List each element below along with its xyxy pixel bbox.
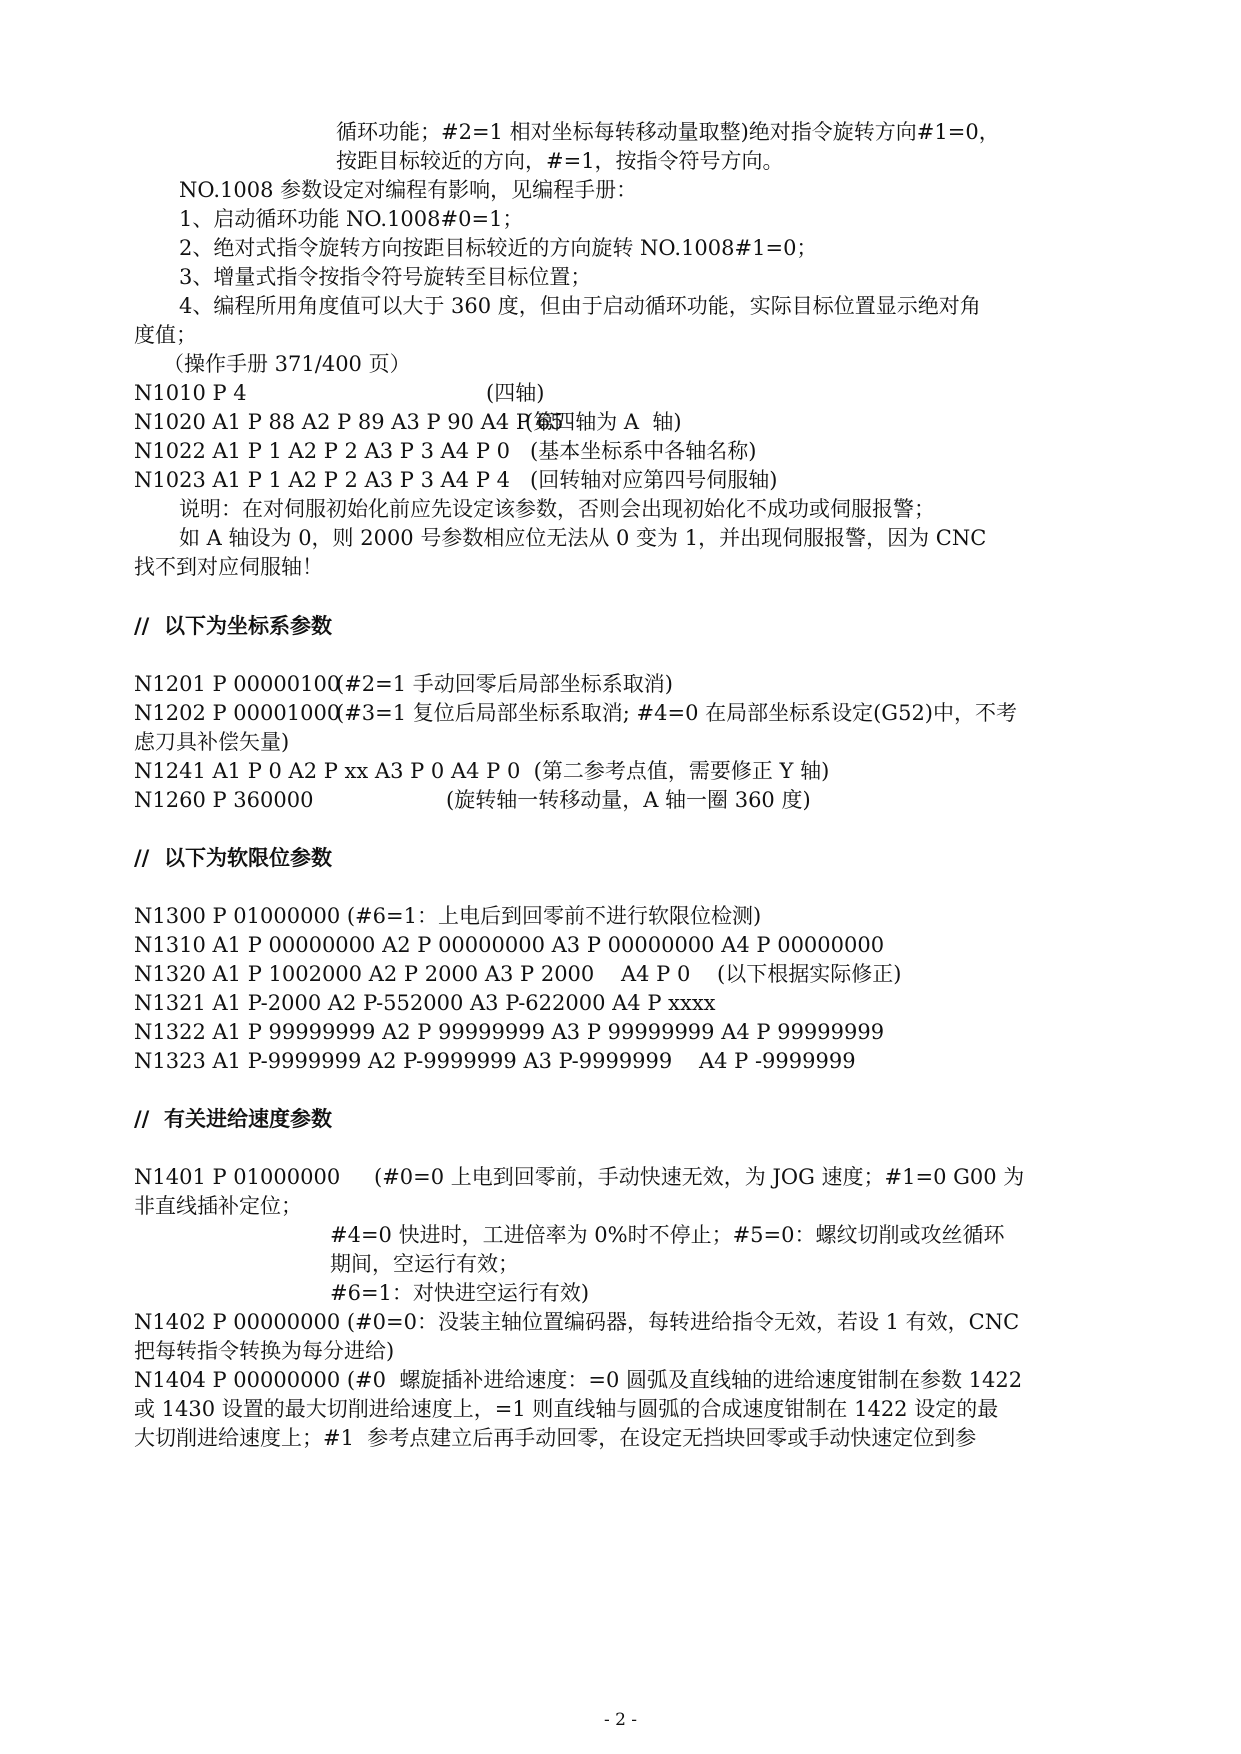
param-n1022-code: N1022 A1 P 1 A2 P 2 A3 P 3 A4 P 0: [134, 439, 510, 463]
axis-note-2: 如 A 轴设为 0，则 2000 号参数相应位无法从 0 变为 1，并出现伺服报警，因为 CNC: [179, 526, 987, 550]
param-n1010-note: (四轴): [486, 381, 545, 405]
list-item-4: 4、编程所用角度值可以大于 360 度，但由于启动循环功能，实际目标位置显示绝对角: [179, 294, 981, 318]
param-n1023-note: (回转轴对应第四号伺服轴): [530, 468, 778, 492]
page-number: - 2 -: [603, 1710, 638, 1730]
manual-reference: （操作手册 371/400 页）: [163, 352, 411, 376]
param-n1022-note: (基本坐标系中各轴名称): [530, 439, 757, 463]
param-n1020-note: (第四轴为 A 轴): [525, 410, 682, 434]
param-n1401-note: (#0=0 上电到回零前，手动快速无效，为 JOG 速度；#1=0 G00 为: [374, 1165, 1025, 1189]
param-n1260-code: N1260 P 360000: [134, 788, 314, 812]
section-heading-feed-speed: // 有关进给速度参数: [134, 1107, 332, 1131]
param-n1010-code: N1010 P 4: [134, 381, 247, 405]
param-n1202-code: N1202 P 00001000: [134, 701, 341, 725]
section-heading-soft-limit: // 以下为软限位参数: [134, 846, 332, 870]
list-item-1: 1、启动循环功能 NO.1008#0=1；: [179, 207, 524, 231]
param-n1402-line-1: N1402 P 00000000 (#0=0：没装主轴位置编码器，每转进给指令无效，若设 1 有效，CNC: [134, 1310, 1020, 1334]
axis-note-1: 说明：在对伺服初始化前应先设定该参数，否则会出现初始化不成功或伺服报警；: [179, 497, 935, 521]
param-n1401-code: N1401 P 01000000: [134, 1165, 341, 1189]
param-n1300: N1300 P 01000000 (#6=1：上电后到回零前不进行软限位检测): [134, 904, 762, 928]
section-heading-coordinate: // 以下为坐标系参数: [134, 614, 332, 638]
param-n1202-note: (#3=1 复位后局部坐标系取消; #4=0 在局部坐标系设定(G52)中，不考: [336, 701, 1018, 725]
param-n1310: N1310 A1 P 00000000 A2 P 00000000 A3 P 00000000 A4 P 00000000: [134, 933, 885, 957]
param-n1401-cont: 非直线插补定位；: [134, 1194, 302, 1218]
list-item-3: 3、增量式指令按指令符号旋转至目标位置；: [179, 265, 592, 289]
param-n1401-sub-3: #6=1：对快进空运行有效): [330, 1281, 590, 1305]
param-n1401-sub-2: 期间，空运行有效；: [330, 1252, 519, 1276]
param-n1401-sub-1: #4=0 快进时，工进倍率为 0%时不停止；#5=0：螺纹切削或攻丝循环: [330, 1223, 1005, 1247]
param-n1201-note: (#2=1 手动回零后局部坐标系取消): [336, 672, 673, 696]
param-n1404-line-3: 大切削进给速度上；#1 参考点建立后再手动回零，在设定无挡块回零或手动快速定位到参: [134, 1426, 977, 1450]
axis-note-3: 找不到对应伺服轴！: [134, 555, 323, 579]
param-n1201-code: N1201 P 00000100: [134, 672, 341, 696]
intro-line-3: NO.1008 参数设定对编程有影响，见编程手册：: [179, 178, 638, 202]
param-n1023-code: N1023 A1 P 1 A2 P 2 A3 P 3 A4 P 4: [134, 468, 510, 492]
param-n1404-line-1: N1404 P 00000000 (#0 螺旋插补进给速度：=0 圆弧及直线轴的进给速度钳制在参数 1422: [134, 1368, 1023, 1392]
list-item-2: 2、绝对式指令旋转方向按距目标较近的方向旋转 NO.1008#1=0；: [179, 236, 818, 260]
param-n1202-cont: 虑刀具补偿矢量): [134, 730, 290, 754]
intro-line-1: 循环功能；#2=1 相对坐标每转移动量取整)绝对指令旋转方向#1=0，: [336, 120, 1000, 144]
param-n1402-line-2: 把每转指令转换为每分进给): [134, 1339, 395, 1363]
param-n1404-line-2: 或 1430 设置的最大切削进给速度上，=1 则直线轴与圆弧的合成速度钳制在 1422 设定的最: [134, 1397, 999, 1421]
param-n1321: N1321 A1 P-2000 A2 P-552000 A3 P-622000 A4 P xxxx: [134, 991, 716, 1015]
intro-line-2: 按距目标较近的方向，#=1，按指令符号方向。: [336, 149, 784, 173]
param-n1323: N1323 A1 P-9999999 A2 P-9999999 A3 P-9999999 A4 P -9999999: [134, 1049, 856, 1073]
param-n1322: N1322 A1 P 99999999 A2 P 99999999 A3 P 99999999 A4 P 99999999: [134, 1020, 885, 1044]
param-n1020-code: N1020 A1 P 88 A2 P 89 A3 P 90 A4 P 65: [134, 410, 564, 434]
param-n1260-note: (旋转轴一转移动量，A 轴一圈 360 度): [446, 788, 811, 812]
list-item-4-cont: 度值；: [134, 323, 197, 347]
param-n1320: N1320 A1 P 1002000 A2 P 2000 A3 P 2000 A4 P 0 (以下根据实际修正): [134, 962, 902, 986]
param-n1241: N1241 A1 P 0 A2 P xx A3 P 0 A4 P 0 (第二参考点值，需要修正 Y 轴): [134, 759, 830, 783]
